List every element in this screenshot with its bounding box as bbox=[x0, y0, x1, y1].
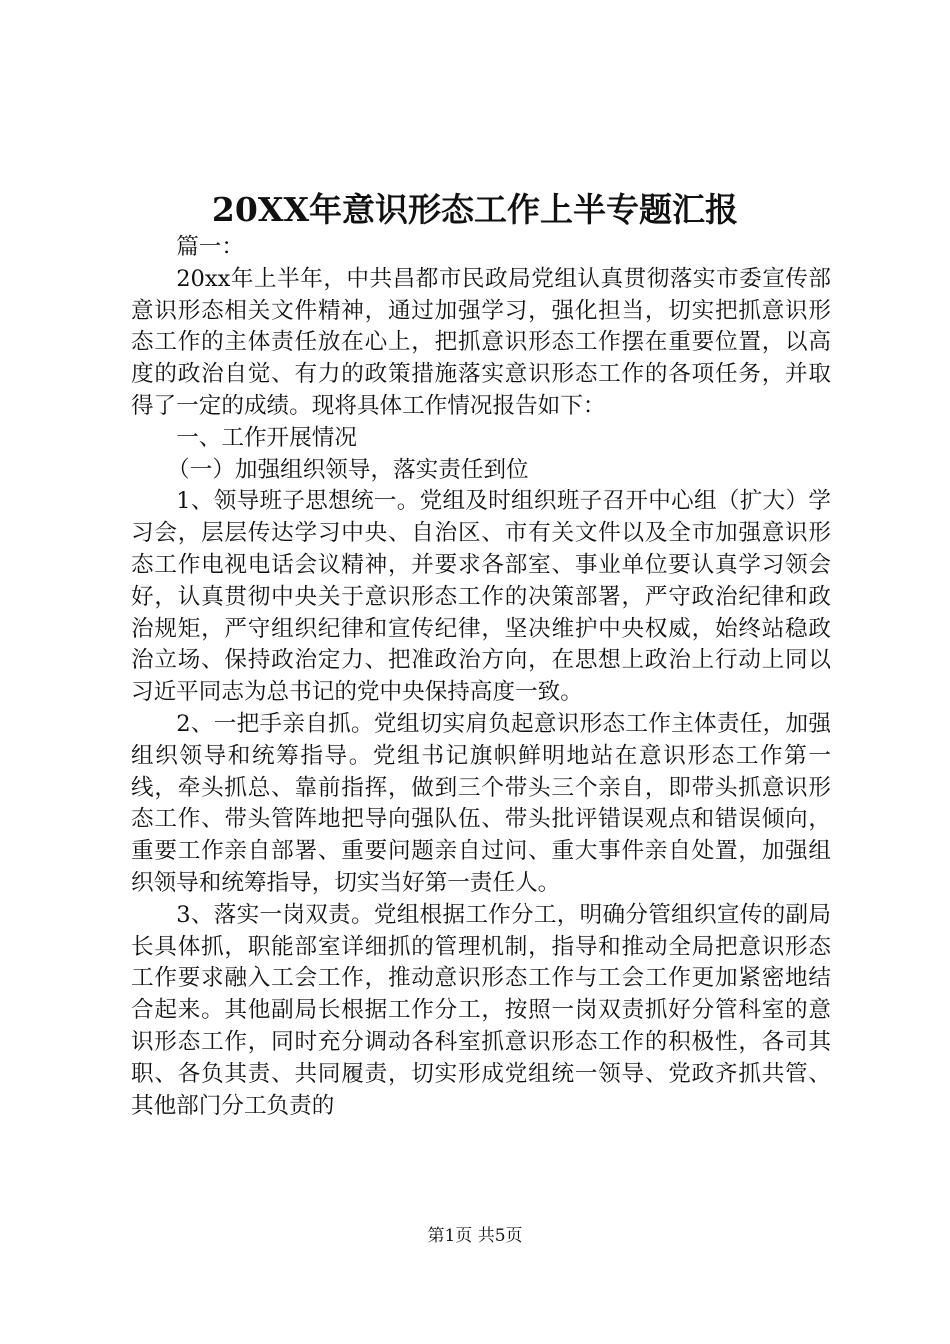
paragraph-item-1: 1、领导班子思想统一。党组及时组织班子召开中心组（扩大）学习会，层层传达学习中央、自治区、市有关文件以及全市加强意识形态工作电视电话会议精神，并要求各部室、事业单位要认真学习领会好，认真贯彻中央关于意识形态工作的决策部署，严守政治纪律和政治规矩，严守组织纪律和宣传纪律，坚决维护中央权威，始终站稳政治立场、保持政治定力、把准政治方向，在思想上政治上行动上同以习近平同志为总书记的党中央保持高度一致。 bbox=[131, 488, 831, 706]
subheading-organization: （一）加强组织领导，落实责任到位 bbox=[167, 456, 529, 483]
paragraph-item-3: 3、落实一岗双责。党组根据工作分工，明确分管组织宣传的副局长具体抓，职能部室详细抓的管理机制，指导和推动全局把意识形态工作要求融入工会工作，推动意识形态工作与工会工作更加紧密地结合起来。其他副局长根据工作分工，按照一岗双责抓好分管科室的意识形态工作，同时充分调动各科室抓意识形态工作的积极性，各司其职、各负其责、共同履责，切实形成党组统一领导、党政齐抓共管、其他部门分工负责的 bbox=[131, 901, 831, 1119]
page-footer: 第1页 共5页 bbox=[427, 1226, 523, 1246]
document-body bbox=[131, 232, 831, 1122]
document-title: 20XX年意识形态工作上半专题汇报 bbox=[211, 190, 739, 229]
heading-work-status: 一、工作开展情况 bbox=[176, 424, 357, 451]
paragraph-intro: 20xx年上半年，中共昌都市民政局党组认真贯彻落实市委宣传部意识形态相关文件精神，通过加强学习，强化担当，切实把抓意识形态工作的主体责任放在心上，把抓意识形态工作摆在重要位置，以高度的政治自觉、有力的政策措施落实意识形态工作的各项任务，并取得了一定的成绩。现将具体工作情况报告如下： bbox=[131, 265, 831, 419]
paragraph-item-2: 2、一把手亲自抓。党组切实肩负起意识形态工作主体责任，加强组织领导和统筹指导。党组书记旗帜鲜明地站在意识形态工作第一线，牵头抓总、靠前指挥，做到三个带头三个亲自，即带头抓意识形态工作、带头管阵地把导向强队伍、带头批评错误观点和错误倾向，重要工作亲自部署、重要问题亲自过问、重大事件亲自处置，加强组织领导和统筹指导，切实当好第一责任人。 bbox=[131, 710, 831, 896]
paragraph-section-label: 篇一： bbox=[176, 234, 244, 260]
